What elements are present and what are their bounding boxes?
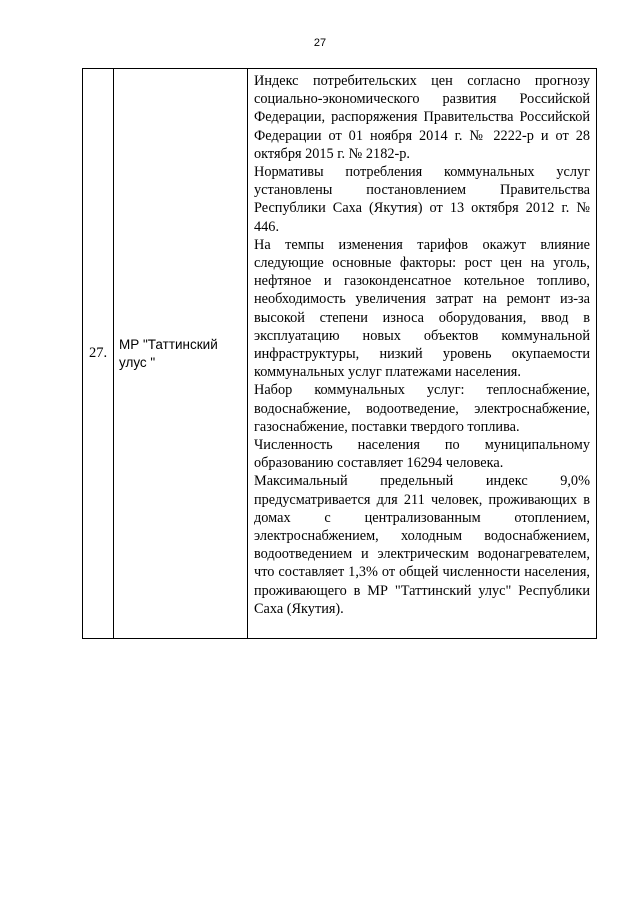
paragraph-population: Численность населения по муниципальному образованию составляет 16294 человека.	[254, 437, 590, 472]
description-cell	[248, 69, 597, 639]
paragraph-max-index: Максимальный предельный индекс 9,0% предусматривается для 211 человек, проживающих в домах с централизованным отоплением, электроснабжением, холодным водоснабжением, водоотведением и электрическим водонагревателем, что составляет 1,3% от общей численности населения, проживающего в МР "Таттинский улус" Республики Саха (Якутия).	[254, 473, 590, 617]
paragraph-tariff-factors: На темпы изменения тарифов окажут влияние следующие основные факторы: рост цен на уголь, нефтяное и газоконденсатное котельное топливо, необходимость увеличения затрат на ремонт из-за высокой степени износа оборудования, ввод в эксплуатацию новых объектов коммунальной инфраструктуры, низкий уровень окупаемости коммунальных услуг платежами населения.	[254, 236, 590, 381]
paragraph-utility-set: Набор коммунальных услуг: теплоснабжение, водоснабжение, водоотведение, электроснабжение, газоснабжение, поставки твердого топлива.	[254, 382, 590, 435]
table-row	[83, 69, 597, 639]
row-number: 27.	[83, 69, 114, 639]
municipality-name: МР "Таттинский улус "	[114, 69, 248, 639]
tariff-table	[82, 68, 597, 639]
paragraph-price-index: Индекс потребительских цен согласно прогнозу социально-экономического развития Российской Федерации, распоряжения Правительства Российской Федерации от 01 ноября 2014 г. № 2222-р и от 28 октября 2015 г. № 2182-р.	[254, 73, 590, 162]
page-number: 27	[313, 37, 327, 49]
paragraph-consumption-norms: Нормативы потребления коммунальных услуг установлены постановлением Правительства Республики Саха (Якутия) от 13 октября 2012 г. № 446.	[254, 164, 590, 235]
